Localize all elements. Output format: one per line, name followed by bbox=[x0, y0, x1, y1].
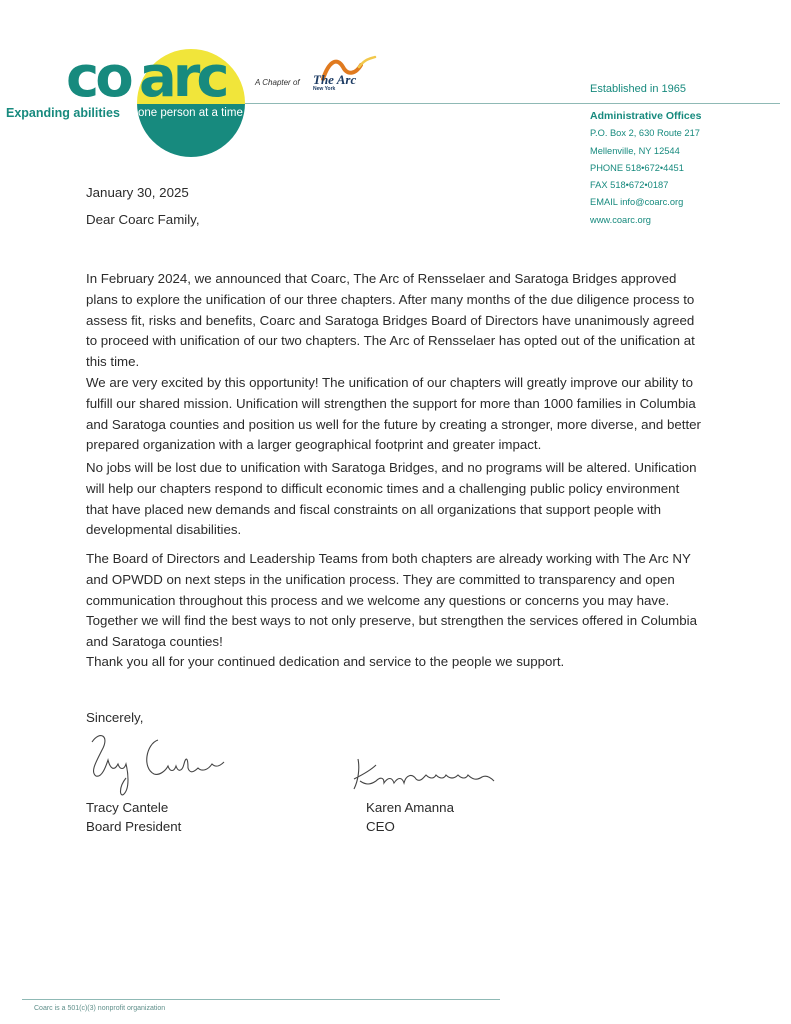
coarc-logo bbox=[0, 40, 260, 180]
signatory-name: Karen Amanna bbox=[366, 800, 454, 815]
address-line-1: P.O. Box 2, 630 Route 217 bbox=[590, 128, 700, 139]
chapter-of-label: A Chapter of bbox=[255, 78, 300, 87]
logo-tagline-left: Expanding abilities bbox=[6, 106, 120, 120]
administrative-offices-block bbox=[590, 108, 701, 229]
email-address[interactable]: EMAIL info@coarc.org bbox=[590, 197, 684, 208]
the-arc-region: New York bbox=[313, 86, 336, 92]
signature-tracy-cantele-icon bbox=[80, 728, 230, 798]
signatory-title: Board President bbox=[86, 819, 182, 834]
body-paragraph: No jobs will be lost due to unification with Saratoga Bridges, and no programs will be altered. Unification will help our chapters respond to difficult economic times and a challenging public policy environment that have placed new demands and fiscal constraints on all organizations that support people with developmental disabilities. bbox=[86, 460, 697, 538]
the-arc-name: The Arc bbox=[313, 72, 357, 87]
established-label: Established in 1965 bbox=[590, 83, 687, 95]
body-paragraph: Thank you all for your continued dedication and service to the people we support. bbox=[86, 654, 565, 669]
body-paragraph: In February 2024, we announced that Coarc, The Arc of Rensselaer and Saratoga Bridges approved plans to explore the unification of our three chapters. After many months of the due diligence process to assess fit, risks and benefits, Coarc and Saratoga Bridges Board of Directors have unanimously agreed to proceed with unification of our two chapters. The Arc of Rensselaer has opted out of the unification at this time. bbox=[86, 271, 695, 370]
body-paragraph: The Board of Directors and Leadership Teams from both chapters are already working with The Arc NY and OPWDD on next steps in the unification process. They are committed to transparency and open communication throughout this process and we welcome any questions or concerns you may have. Together we will find the best ways to not only preserve, but strengthen the services offered in Columbia and Saratoga counties! bbox=[86, 551, 698, 650]
letter-salutation: Dear Coarc Family, bbox=[86, 212, 200, 227]
letter-date: January 30, 2025 bbox=[86, 185, 189, 200]
footer-nonprofit-note: Coarc is a 501(c)(3) nonprofit organization bbox=[34, 1005, 166, 1012]
letter-closing: Sincerely, bbox=[86, 710, 144, 725]
signatory-1 bbox=[86, 798, 181, 836]
website-link[interactable]: www.coarc.org bbox=[590, 214, 651, 225]
signatory-title: CEO bbox=[366, 819, 395, 834]
footer-divider bbox=[22, 999, 500, 1000]
signatory-name: Tracy Cantele bbox=[86, 800, 169, 815]
phone-number: PHONE 518•672•4451 bbox=[590, 162, 684, 173]
signature-karen-amanna-icon bbox=[350, 755, 510, 795]
fax-number: FAX 518•672•0187 bbox=[590, 180, 669, 191]
header-divider bbox=[245, 103, 780, 104]
body-paragraph: We are very excited by this opportunity! The unification of our chapters will greatly improve our ability to fulfill our shared mission. Unification will strengthen the support for more than 1000 families in Columbia and Saratoga counties and position us well for the future by creating a stronger, more diverse, and better prepared organization with a larger geographical footprint and greater impact. bbox=[86, 375, 701, 453]
logo-tagline-right: one person at a time bbox=[138, 107, 243, 119]
logo-wordmark-co: co bbox=[66, 45, 130, 110]
the-arc-logo bbox=[313, 72, 356, 92]
signatory-2 bbox=[366, 798, 454, 836]
logo-wordmark-arc: arc bbox=[139, 45, 226, 110]
offices-title: Administrative Offices bbox=[590, 110, 702, 122]
address-line-2: Mellenville, NY 12544 bbox=[590, 145, 680, 156]
